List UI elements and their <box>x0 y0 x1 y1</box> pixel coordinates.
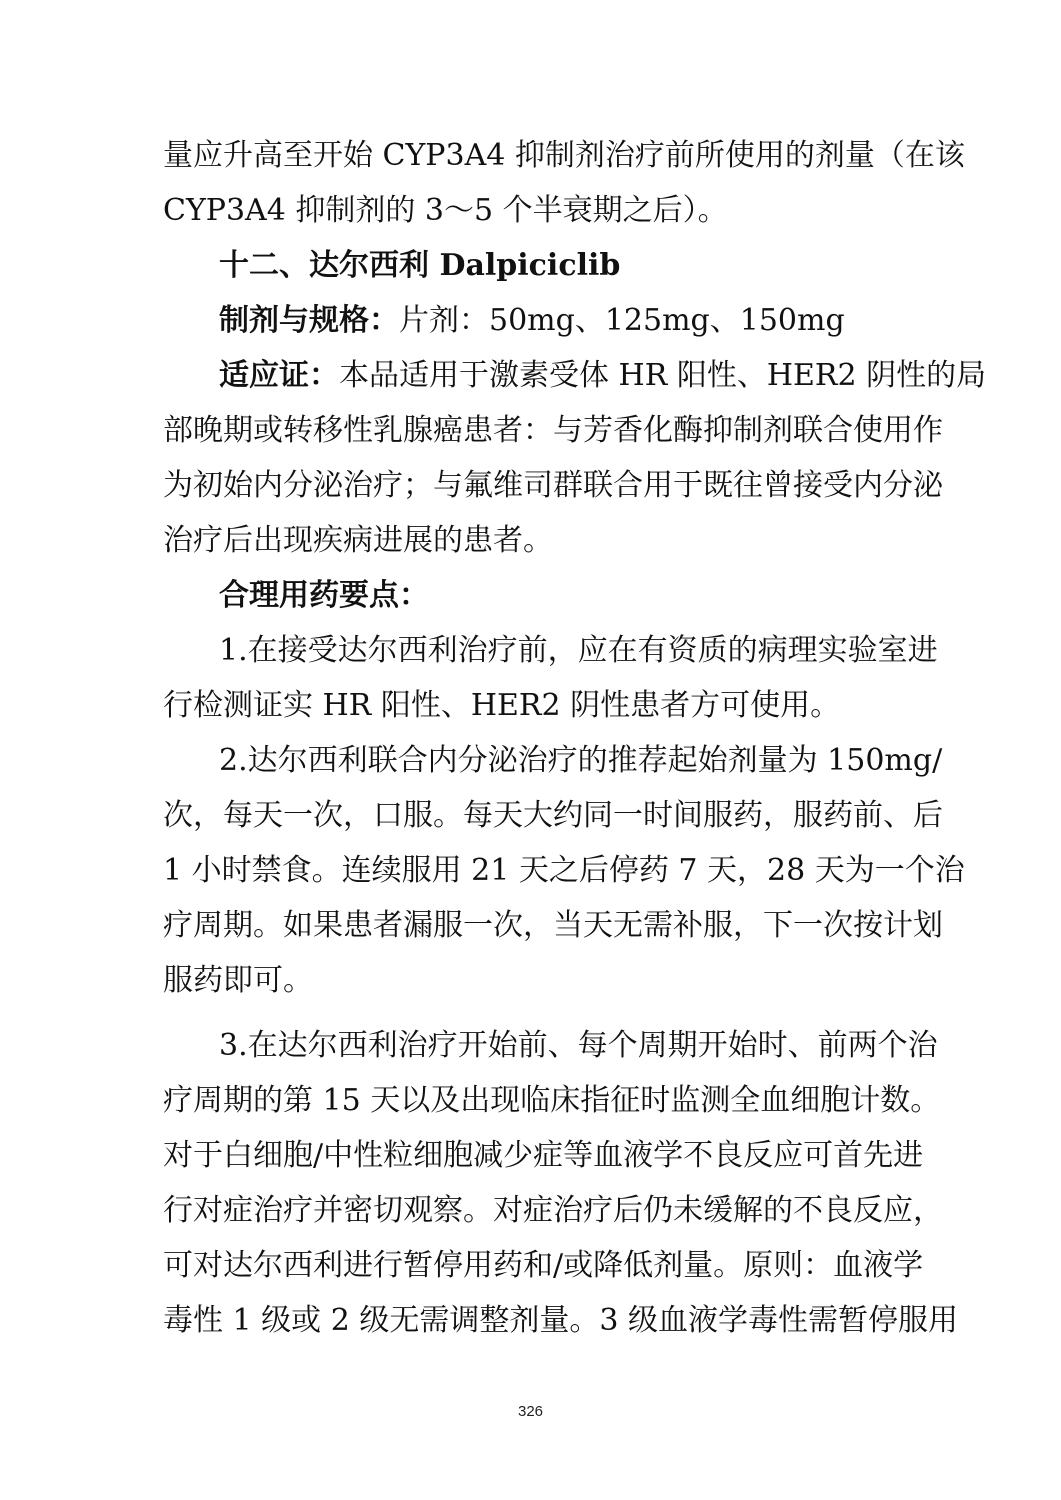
point-2-line: 服药即可。 <box>163 963 313 998</box>
paragraph-line: 为初始内分泌治疗；与氟维司群联合用于既往曾接受内分泌 <box>163 468 943 503</box>
point-3-line: 对于白细胞/中性粒细胞减少症等血液学不良反应可首先进 <box>163 1138 924 1173</box>
point-3-line: 可对达尔西利进行暂停用药和/或降低剂量。原则：血液学 <box>163 1248 924 1283</box>
point-1-line: 1.在接受达尔西利治疗前，应在有资质的病理实验室进 <box>219 633 938 668</box>
indication-line <box>219 356 987 396</box>
paragraph-line: 量应升高至开始 CYP3A4 抑制剂治疗前所使用的剂量（在该 <box>163 138 965 173</box>
page-number: 326 <box>517 1403 544 1420</box>
formulation-label: 制剂与规格： <box>219 303 399 338</box>
point-2-line: 次，每天一次，口服。每天大约同一时间服药，服药前、后 <box>163 798 943 833</box>
point-3-line: 疗周期的第 15 天以及出现临床指征时监测全血细胞计数。 <box>163 1083 941 1118</box>
point-3-line: 毒性 1 级或 2 级无需调整剂量。3 级血液学毒性需暂停服用 <box>163 1303 958 1338</box>
point-3-line: 行对症治疗并密切观察。对症治疗后仍未缓解的不良反应， <box>163 1193 943 1228</box>
key-points-heading: 合理用药要点： <box>219 578 429 613</box>
point-1-line: 行检测证实 HR 阳性、HER2 阴性患者方可使用。 <box>163 688 841 723</box>
point-2-line: 疗周期。如果患者漏服一次，当天无需补服，下一次按计划 <box>163 908 943 943</box>
paragraph-line: 部晚期或转移性乳腺癌患者：与芳香化酶抑制剂联合使用作 <box>163 413 943 448</box>
paragraph-line: 治疗后出现疾病进展的患者。 <box>163 523 553 558</box>
indication-label: 适应证： <box>219 358 339 393</box>
paragraph-line: CYP3A4 抑制剂的 3～5 个半衰期之后）。 <box>163 193 728 228</box>
point-2-line: 2.达尔西利联合内分泌治疗的推荐起始剂量为 150mg/ <box>219 743 943 778</box>
formulation-line <box>219 301 845 341</box>
formulation-value: 片剂：50mg、125mg、150mg <box>399 303 845 338</box>
point-3-line: 3.在达尔西利治疗开始前、每个周期开始时、前两个治 <box>219 1028 938 1063</box>
section-heading: 十二、达尔西利 Dalpiciclib <box>219 248 621 283</box>
point-2-line: 1 小时禁食。连续服用 21 天之后停药 7 天，28 天为一个治 <box>163 853 965 888</box>
indication-text: 本品适用于激素受体 HR 阳性、HER2 阴性的局 <box>339 358 987 393</box>
